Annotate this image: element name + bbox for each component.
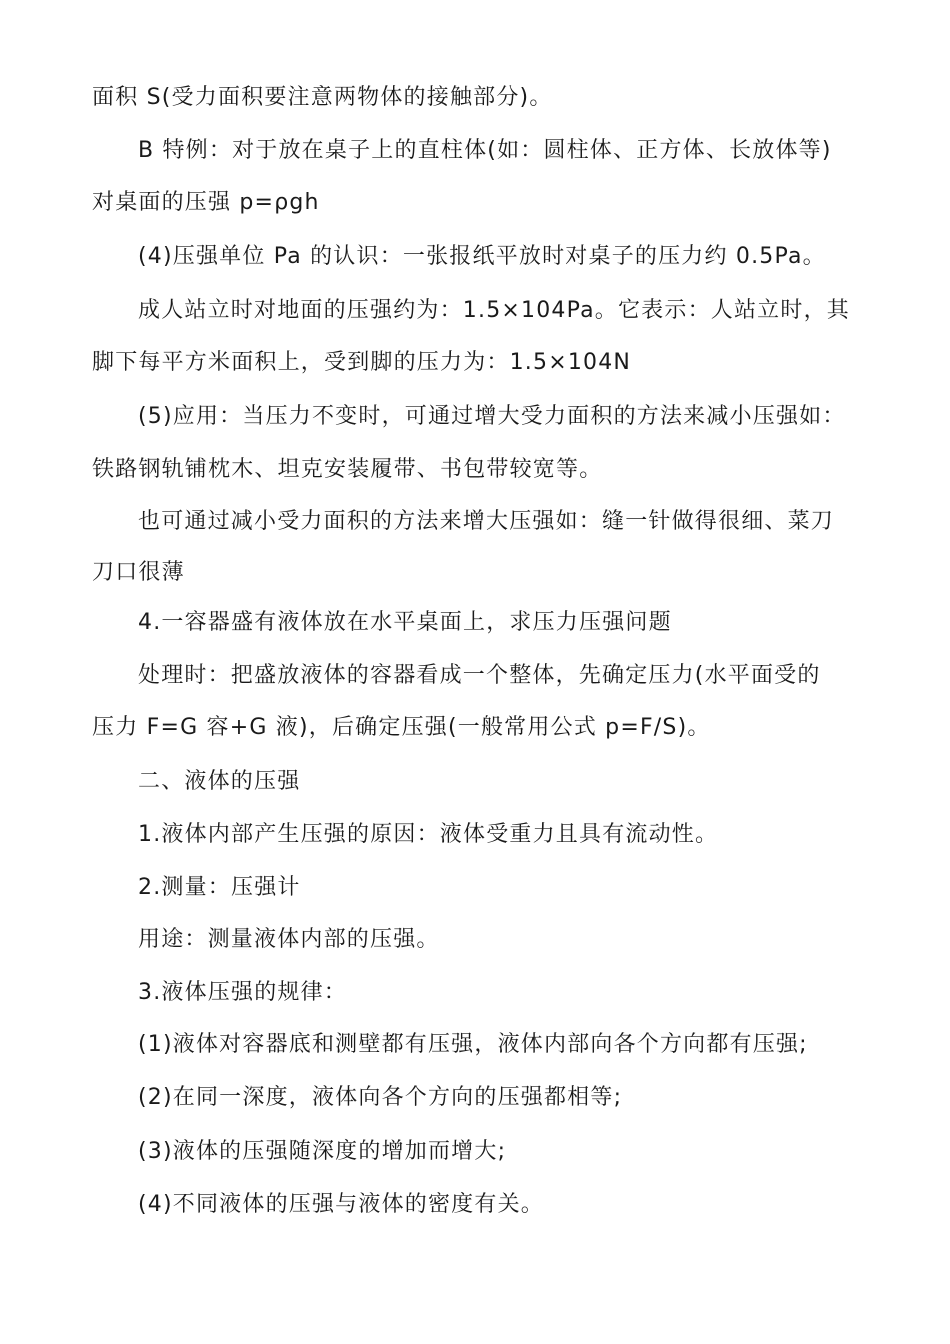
list-item: (3)液体的压强随深度的增加而增大; (138, 1139, 507, 1164)
list-item: (4)不同液体的压强与液体的密度有关。 (138, 1192, 544, 1217)
text-line: 3.液体压强的规律： (138, 980, 347, 1005)
text-line: 脚下每平方米面积上，受到脚的压力为：1.5×104N (92, 350, 632, 375)
text-line: 刀口很薄 (92, 560, 185, 585)
text-line: 用途：测量液体内部的压强。 (138, 927, 440, 952)
text-line: 压力 F=G 容+G 液)，后确定压强(一般常用公式 p=F/S)。 (92, 715, 711, 740)
text-line: (5)应用：当压力不变时，可通过增大受力面积的方法来减小压强如： (138, 404, 846, 429)
list-item: (1)液体对容器底和测壁都有压强，液体内部向各个方向都有压强; (138, 1032, 808, 1057)
text-line: 铁路钢轨铺枕木、坦克安装履带、书包带较宽等。 (92, 457, 603, 482)
text-line: (4)压强单位 Pa 的认识：一张报纸平放时对桌子的压力约 0.5Pa。 (138, 244, 826, 269)
text-line: 面积 S(受力面积要注意两物体的接触部分)。 (92, 85, 553, 110)
text-line: 1.液体内部产生压强的原因：液体受重力且具有流动性。 (138, 822, 719, 847)
text-line: B 特例：对于放在桌子上的直柱体(如：圆柱体、正方体、长放体等) (138, 138, 832, 163)
text-line: 4.一容器盛有液体放在水平桌面上，求压力压强问题 (138, 610, 672, 635)
text-line: 成人站立时对地面的压强约为：1.5×104Pa。它表示：人站立时，其 (138, 298, 850, 323)
text-line: 2.测量：压强计 (138, 875, 301, 900)
text-line: 也可通过减小受力面积的方法来增大压强如：缝一针做得很细、菜刀 (138, 509, 835, 534)
section-heading: 二、液体的压强 (138, 769, 301, 794)
text-line: 对桌面的压强 p=ρgh (92, 190, 320, 215)
list-item: (2)在同一深度，液体向各个方向的压强都相等; (138, 1085, 623, 1110)
text-line: 处理时：把盛放液体的容器看成一个整体，先确定压力(水平面受的 (138, 663, 821, 688)
